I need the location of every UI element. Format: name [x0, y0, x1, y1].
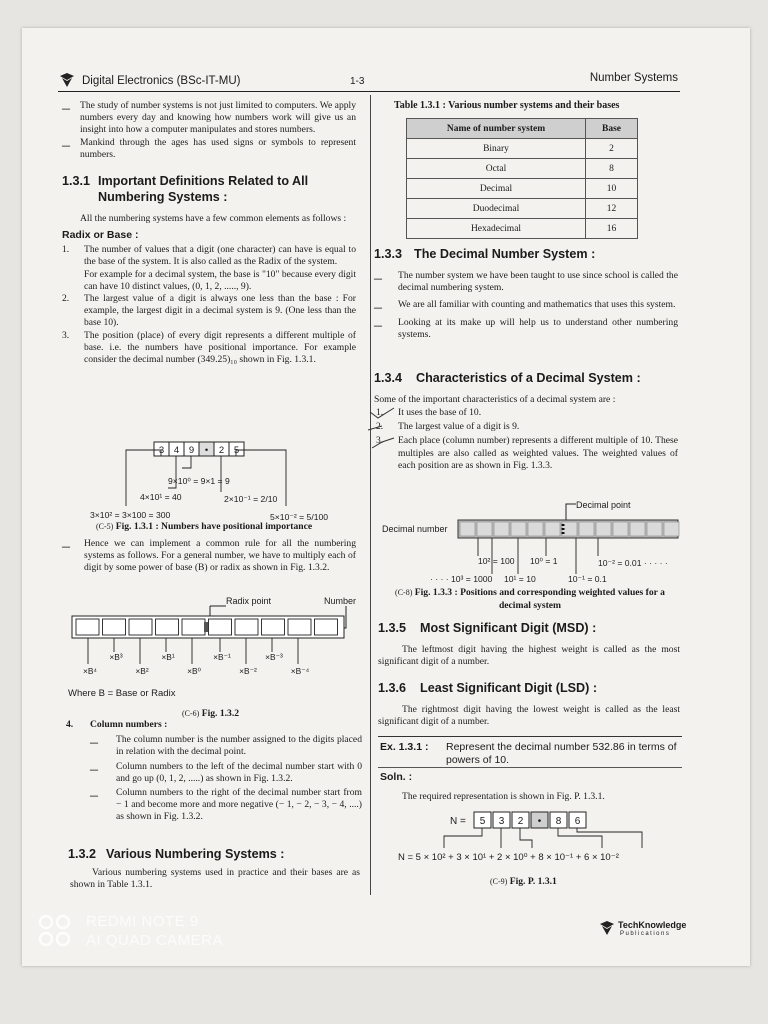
- figure-1-3-2-where: Where B = Base or Radix: [68, 688, 176, 699]
- power-label: ×B⁻¹: [213, 652, 231, 662]
- hence-paragraph: – Hence we can implement a common rule for all the numbering systems as follows. For a general number, we have to multiply each of digit by some power of base (B) or radix as shown in Fig. 1.3.2.: [62, 538, 356, 574]
- section-1-3-4-intro: Some of the important characteristics of a decimal system are :: [374, 394, 616, 405]
- expansion-expression: N = 5 × 10² + 3 × 10¹ + 2 × 10⁰ + 8 × 10⁻¹ + 6 × 10⁻²: [398, 852, 619, 863]
- example-text: Represent the decimal number 532.86 in terms of powers of 10.: [446, 741, 677, 766]
- decimal-cell: [494, 522, 509, 536]
- solution-label: Soln. :: [380, 771, 413, 783]
- pen-marks: [364, 404, 398, 456]
- decimal-cell: [477, 522, 492, 536]
- figure-p-1-3-1-caption: (C-9) Fig. P. 1.3.1: [490, 876, 557, 887]
- section-1-3-4-heading: 1.3.4 Characteristics of a Decimal System :: [374, 371, 641, 385]
- section-1-3-2-text: Various numbering systems used in practice and their bases are as shown in Table 1.3.1.: [70, 867, 360, 891]
- system-name-cell: Octal: [407, 159, 586, 179]
- list-item-2: 2. The largest value of a digit is always one less than the base : For example, the largest digit in a decimal system is 9. (One less than the base 10).: [62, 293, 356, 329]
- table-header-base: Base: [586, 119, 638, 139]
- decimal-cell: [511, 522, 526, 536]
- figure-1-3-2: [66, 592, 358, 692]
- radix-point-marker: [204, 622, 208, 632]
- section-1-3-2-heading: 1.3.2 Various Numbering Systems :: [68, 847, 285, 861]
- base-cell: 12: [586, 199, 638, 219]
- decimal-cell: [528, 522, 543, 536]
- decimal-cell: [613, 522, 628, 536]
- weight-label: 10⁻² = 0.01 · · · · ·: [598, 558, 668, 568]
- section-1-3-5-heading: 1.3.5 Most Significant Digit (MSD) :: [378, 621, 597, 635]
- list-item-4: 4. Column numbers : – The column number is the number assigned to the digits placed in relation with the decimal point. – Column numbers to the left of the decimal number start with 0 and go up (0, 1, 2, .....) as shown in Fig. 1.3.2. – Column numbers to the right of the decimal number start from − 1 and become more and more negative (− 1, − 2, − 3, − 4, ....) as shown in Fig. 1.3.2.: [66, 719, 362, 823]
- section-1-3-5-text: The leftmost digit having the highest weight is called as the most significant digit of a number.: [378, 644, 680, 668]
- decimal-cell: [596, 522, 611, 536]
- decimal-number-label: Decimal number: [382, 524, 448, 534]
- decimal-cell: [460, 522, 475, 536]
- system-name-cell: Decimal: [407, 179, 586, 199]
- decimal-cell: [579, 522, 594, 536]
- weight-label: 10¹ = 10: [504, 574, 536, 584]
- section-1-3-6-heading: 1.3.6 Least Significant Digit (LSD) :: [378, 681, 598, 695]
- decimal-cell: [630, 522, 645, 536]
- equation-lhs: N =: [450, 816, 466, 827]
- digit-text: 5: [233, 445, 240, 456]
- quad-camera-icon: [38, 914, 72, 948]
- weight-label: 5×10⁻² = 5/100: [270, 512, 329, 522]
- figure-p-1-3-1: [396, 808, 686, 876]
- publisher-logo-icon: [598, 920, 616, 936]
- publisher-sub: Publications: [620, 931, 671, 937]
- figure-1-3-3: [380, 494, 680, 588]
- intro-bullet-text: Mankind through the ages has used signs or symbols to represent numbers.: [80, 136, 356, 160]
- digit-cell: [235, 619, 258, 635]
- digit-cell: [262, 619, 285, 635]
- weight-label: 10⁰ = 1: [530, 556, 558, 566]
- power-label: ×B³: [109, 652, 123, 662]
- digit-cell: [103, 619, 126, 635]
- table-caption: Table 1.3.1 : Various number systems and their bases: [394, 100, 620, 111]
- digit-text: 3: [498, 816, 505, 827]
- digit-cell: [288, 619, 311, 635]
- digit-text: •: [204, 445, 209, 456]
- section-1-3-3-heading: 1.3.3 The Decimal Number System :: [374, 247, 596, 261]
- number-systems-table: [406, 118, 638, 239]
- figure-1-3-1-caption: (C-5) Fig. 1.3.1 : Numbers have positional importance: [96, 521, 313, 532]
- left-column: [62, 100, 356, 366]
- radix-heading: Radix or Base :: [62, 229, 139, 242]
- publisher-name: TechKnowledge: [618, 920, 687, 930]
- weight-label: 3×10² = 3×100 = 300: [90, 510, 171, 520]
- radix-point-label: Radix point: [226, 596, 272, 606]
- figure-1-3-3-caption: (C-8) Fig. 1.3.3 : Positions and corresponding weighted values for a decimal system: [395, 587, 665, 611]
- example-rule: [378, 736, 682, 737]
- weight-label: 10⁻¹ = 0.1: [568, 574, 607, 584]
- intro-bullet: – Mankind through the ages has used signs or symbols to represent numbers.: [62, 136, 356, 160]
- table-row: [407, 219, 638, 239]
- example-label: Ex. 1.3.1 :: [380, 741, 429, 753]
- power-label: ×B⁴: [82, 666, 98, 676]
- base-cell: 2: [586, 139, 638, 159]
- camera-watermark: REDMI NOTE 9 AI QUAD CAMERA: [38, 912, 223, 950]
- solution-text: The required representation is shown in Fig. P. 1.3.1.: [402, 791, 605, 802]
- section-1-3-1-heading: 1.3.1 Important Definitions Related to All Numbering Systems :: [62, 174, 309, 205]
- figure-1-3-2-caption: (C-6) Fig. 1.3.2: [182, 708, 240, 719]
- decimal-point-label: Decimal point: [576, 500, 631, 510]
- weight-label: 9×10⁰ = 9×1 = 9: [168, 476, 230, 486]
- power-label: ×B¹: [161, 652, 175, 662]
- digit-text: 5: [479, 816, 486, 827]
- decimal-cell: [664, 522, 679, 536]
- weight-label: · · · · 10³ = 1000: [430, 574, 493, 584]
- table-row: [407, 179, 638, 199]
- digit-cell: [182, 619, 205, 635]
- weight-label: 10² = 100: [478, 556, 515, 566]
- digit-cell: [129, 619, 152, 635]
- digit-cell: [76, 619, 99, 635]
- table-header-name: Name of number system: [407, 119, 586, 139]
- power-label: ×B⁰: [187, 666, 201, 676]
- list-item-1: 1. The number of values that a digit (one character) can have is equal to the base of the system. It is also called as the Radix of the system. For example for a decimal system, the base is "10" because every digit can have 10 distinct values, (0, 1, 2, ....., 9).: [62, 244, 356, 292]
- example-1-3-1: [380, 741, 682, 767]
- decimal-cell: [545, 522, 560, 536]
- base-cell: 8: [586, 159, 638, 179]
- list-item-3: 3. The position (place) of every digit represents a different multiple of base. i.e. the numbers have positional importance. For example consider the decimal number (349.25)₁₀ shown in Fig. 1.3.1.: [62, 329, 356, 366]
- digit-text: 6: [574, 816, 581, 827]
- digit-text: 2: [218, 445, 225, 456]
- table-row: [407, 159, 638, 179]
- publisher-footer: [598, 918, 688, 942]
- digit-text: 9: [188, 445, 195, 456]
- header-rule: [58, 91, 680, 92]
- weight-label: 4×10¹ = 40: [140, 492, 182, 502]
- power-label: ×B²: [135, 666, 149, 676]
- decimal-cell: [647, 522, 662, 536]
- digit-text: 2: [517, 816, 524, 827]
- weight-label: 2×10⁻¹ = 2/10: [224, 494, 278, 504]
- publisher-logo-icon: [58, 72, 76, 88]
- number-label: Number: [324, 596, 357, 606]
- digit-cell: [209, 619, 232, 635]
- digit-text: 8: [555, 816, 562, 827]
- base-cell: 10: [586, 179, 638, 199]
- arrow-line: [182, 456, 191, 468]
- system-name-cell: Duodecimal: [407, 199, 586, 219]
- section-1-3-3-list: – The number system we have been taught to use since school is called the decimal numbering system. – We are all familiar with counting and mathematics that uses this system. – Looking at its make up will help us to understand other numbering systems.: [374, 270, 678, 340]
- intro-bullet: – The study of number systems is not just limited to computers. We apply numbers every day and knowing how numbers work will give us an insight into how a computer manipulates and stores numbers.: [62, 100, 356, 136]
- running-header: [58, 72, 680, 90]
- system-name-cell: Binary: [407, 139, 586, 159]
- power-label: ×B⁻³: [265, 652, 283, 662]
- power-label: ×B⁻²: [239, 666, 257, 676]
- digit-text: 4: [173, 445, 180, 456]
- base-cell: 16: [586, 219, 638, 239]
- table-row: [407, 139, 638, 159]
- power-label: ×B⁻⁴: [290, 666, 310, 676]
- digit-cell: [315, 619, 338, 635]
- book-title: Digital Electronics (BSc-IT-MU): [82, 75, 241, 87]
- chapter-title: Number Systems: [589, 72, 678, 84]
- digit-text: •: [537, 816, 542, 827]
- table-row: [407, 199, 638, 219]
- digit-cell: [156, 619, 179, 635]
- section-intro: All the numbering systems have a few common elements as follows :: [80, 213, 347, 225]
- section-1-3-4-list: 1. It uses the base of 10. 2. The largest value of a digit is 9. 3. Each place (column number) represents a different multiple of 10. These multiples are also called as weighted values. The weighted values of each position are as shown in Fig. 1.3.3.: [376, 407, 678, 471]
- page-number: 1-3: [350, 76, 365, 87]
- section-1-3-6-text: The rightmost digit having the lowest weight is called as the least significant digit of a number.: [378, 704, 680, 728]
- column-divider: [370, 95, 371, 895]
- digit-text: 3: [158, 445, 165, 456]
- system-name-cell: Hexadecimal: [407, 219, 586, 239]
- intro-bullet-text: The study of number systems is not just limited to computers. We apply numbers every day and knowing how numbers work will give us an insight into how a computer manipulates and stores numbers.: [80, 100, 356, 136]
